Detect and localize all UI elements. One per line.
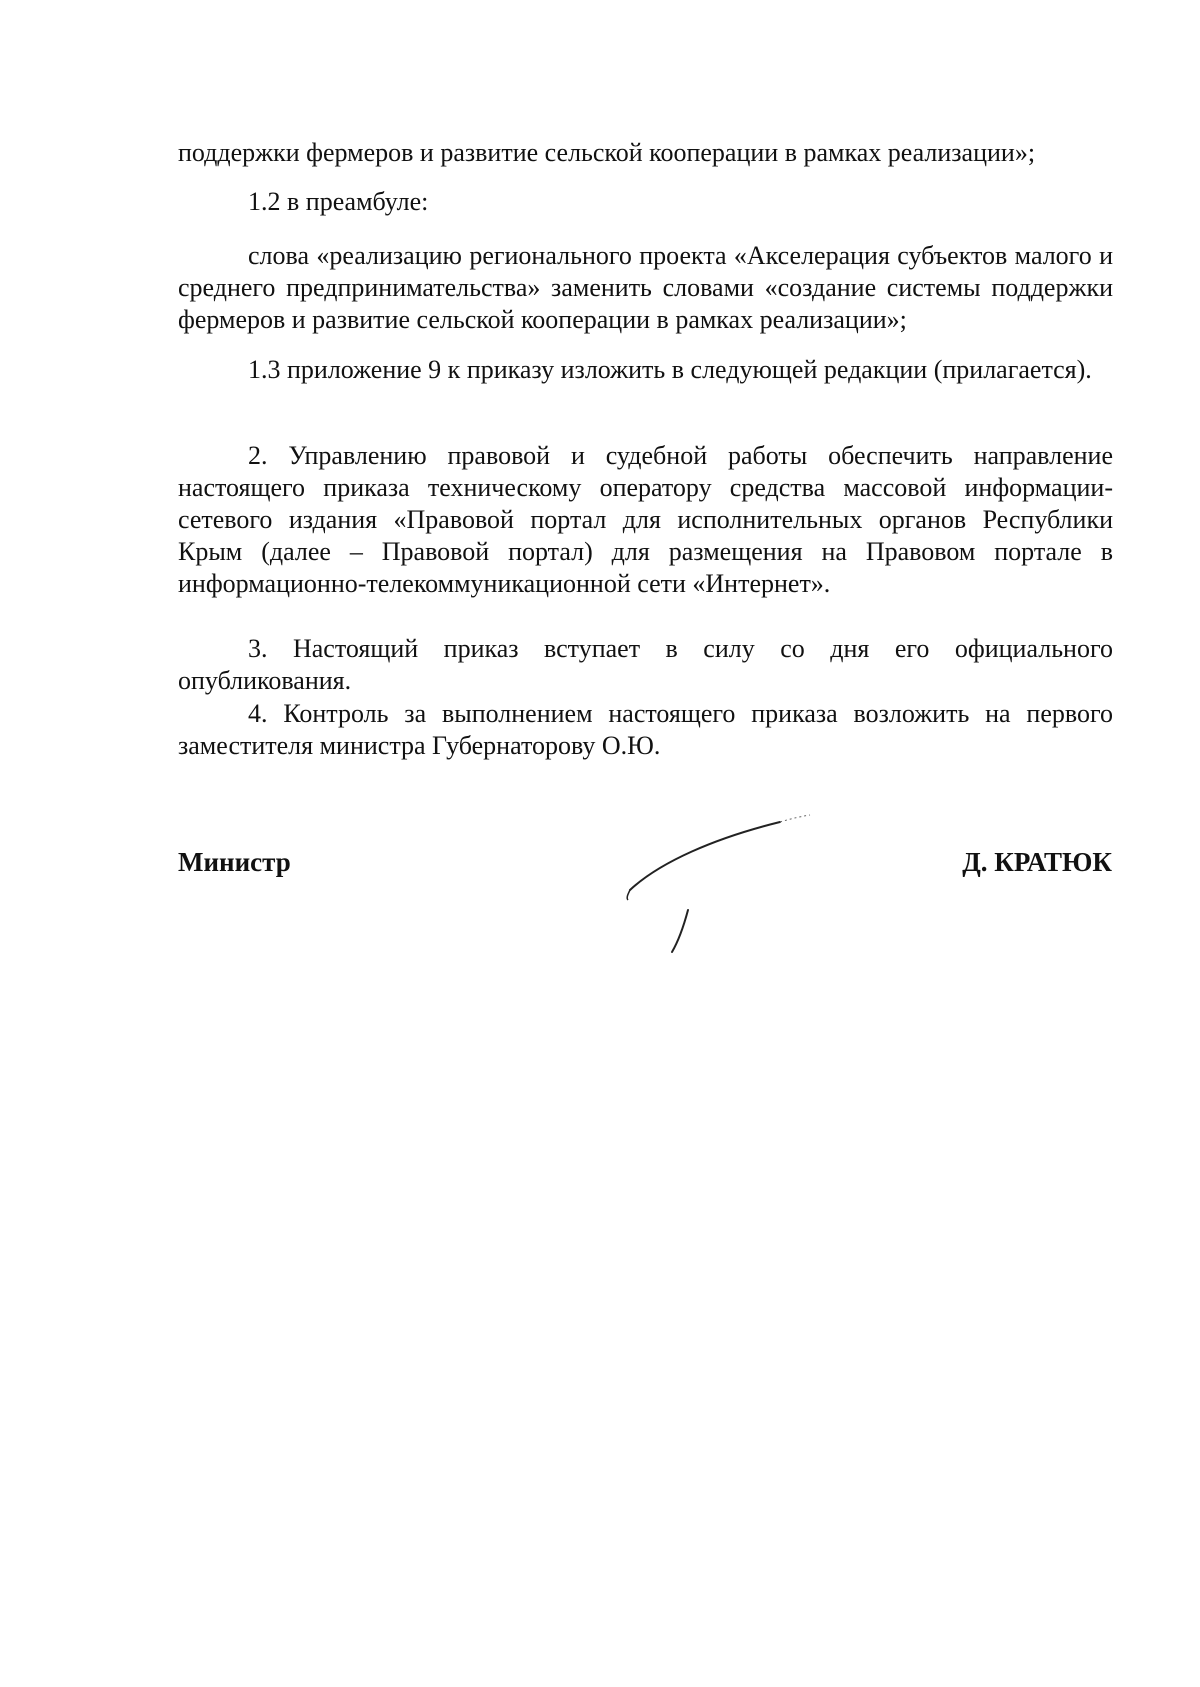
paragraph-4: 4. Контроль за выполнением настоящего приказа возложить на первого заместителя министра Губернаторову О.Ю. [178, 699, 1113, 760]
signatory-name: Д. КРАТЮК [962, 847, 1112, 877]
handwritten-signature [620, 810, 820, 960]
paragraph-1-2-heading: 1.2 в преамбуле: [248, 187, 429, 216]
signatory-title: Министр [178, 847, 291, 877]
paragraph-continuation: поддержки фермеров и развитие сельской кооперации в рамках реализации»; [178, 138, 1036, 167]
paragraph-3: 3. Настоящий приказ вступает в силу со дня его официального опубликования. [178, 634, 1113, 695]
paragraph-2: 2. Управлению правовой и судебной работы обеспечить направление настоящего приказа техническому оператору средства массовой информации-сетевого издания «Правовой портал для исполнительных органов Республики Крым (далее – Правовой портал) для размещения на Правовом портале в информационно-телекоммуникационной сети «Интернет». [178, 441, 1113, 598]
paragraph-1-3: 1.3 приложение 9 к приказу изложить в следующей редакции (прилагается). [248, 355, 1092, 384]
paragraph-1-2-text: слова «реализацию регионального проекта «Акселерация субъектов малого и среднего предпринимательства» заменить словами «создание системы поддержки фермеров и развитие сельской кооперации в рамках реализации»; [178, 241, 1113, 334]
